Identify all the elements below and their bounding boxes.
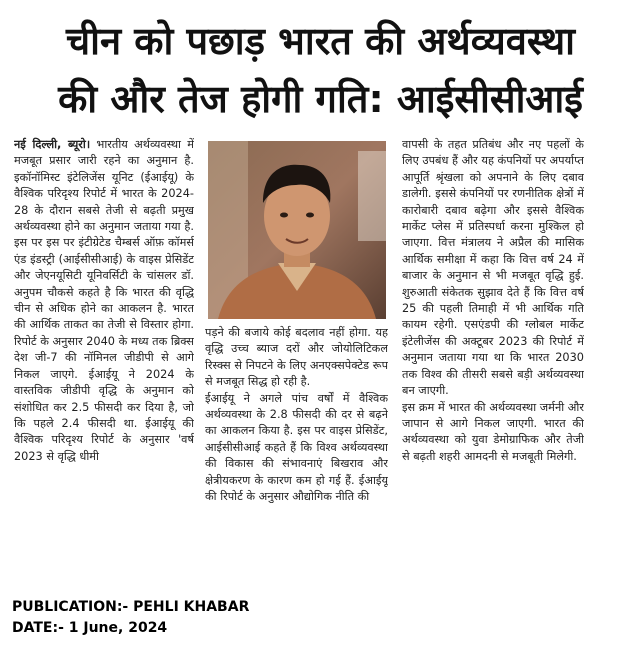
column-2-paragraph-1: पड़ने की बजाये कोई बदलाव नहीं होगा. यह वृद्धि उच्च ब्याज दरों और जोयोलिटिकल रिस्क्स से निपटने के लिए अनएक्सपेक्टेड रूप से मजबूत सिद्ध हो रही है. <box>205 326 388 389</box>
portrait-photo <box>208 141 386 319</box>
article-column-3 <box>402 137 584 585</box>
headline-line-1: चीन को पछाड़ भारत की अर्थव्यवस्था <box>65 19 576 63</box>
date-label: DATE:- 1 June, 2024 <box>12 620 168 636</box>
dateline: नई दिल्ली, ब्यूरो। <box>14 138 91 151</box>
portrait-image <box>208 141 386 319</box>
column-2-paragraph-2: ईआईयू ने अगले पांच वर्षों में वैश्विक अर्थव्यवस्था के 2.8 फीसदी की दर से बढ़ने का आकलन किया है. इस पर वाइस प्रेसिडेंट, आईसीसीआई कहते हैं कि विश्व अर्थव्यवस्था की विकास की संभावनाएं बिखराव और क्षेत्रीयकरण के कारण कम हो गई हैं. ईआईयू की रिपोर्ट के अनुसार औद्योगिक नीति की <box>205 391 388 504</box>
column-3-paragraph-2: इस क्रम में भारत की अर्थव्यवस्था जर्मनी और जापान से आगे निकल जाएगी. भारत की अर्थव्यवस्था को युवा डेमोग्राफिक और तेजी से बढ़ती शहरी आमदनी से मजबूती मिलेगी. <box>402 400 584 463</box>
headline-line-2: की और तेज होगी गति: आईसीसीआई <box>58 77 583 121</box>
article-column-1 <box>14 137 194 585</box>
column-1-text: भारतीय अर्थव्यवस्था में मजबूत प्रसार जारी रहने का अनुमान है. इकॉनॉमिस्ट इंटेलिजेंस यूनिट (ईआईयू) के वैश्विक परिदृश्य रिपोर्ट में भारत के 2024-28 के दौरान सबसे तेजी से बढ़ती प्रमुख अर्थव्यवस्था होने का अनुमान जताया गया है. इस पर इस पर इंटीग्रेटेड चैम्बर्स ऑफ़ कॉमर्स एंड इंडस्ट्री (आईसीसीआई) के वाइस प्रेसिडेंट और जेएनयूसिटी यूनिवर्सिटी के चांसलर डॉ. अनुपम चौकसे कहते है कि भारत की वृद्धि चीन से अधिक होने का आकलन है. भारत की आर्थिक ताकत का तेजी से विस्तार होगा. रिपोर्ट के अनुसार 2040 के मध्य तक ब्रिक्स देश जी-7 की नॉमिनल जीडीपी से आगे निकल जाएगे. ईआईयू ने 2024 के वास्तविक जीडीपी वृद्धि के अनुमान को संशोधित कर 2.5 फीसदी कर दिया है, जो कि पहले 2.4 फीसदी था. ईआईयू की वैश्विक परिदृश्य रिपोर्ट के अनुसार 'वर्ष 2023 से वृद्धि धीमी <box>14 138 194 463</box>
column-3-paragraph-1: वापसी के तहत प्रतिबंध और नए पहलों के लिए उपबंध हैं और यह कंपनियों पर अपर्याप्त आपूर्ति श्रृंखला को अपनाने के लिए दबाव डालेगी. इससे कंपनियों पर रणनीतिक क्षेत्रों में कारोबारी दबाव बढ़ेगा और इससे वैश्विक मार्केट प्लेस में प्रतिस्पर्धा करना मुश्किल हो जाएगा. वित्त मंत्रालय ने अप्रैल की मासिक आर्थिक समीक्षा में कहा कि वित्त वर्ष 24 में बाजार के अनुमान से भी मजबूत वृद्धि हुई. शुरुआती संकेतक सुझाव देते हैं कि वित्त वर्ष 25 की पहली तिमाही में भी आर्थिक गति कायम रहेगी. एसएंडपी की ग्लोबल मार्केट इंटेलीजेंस की अक्टूबर 2023 की रिपोर्ट में अनुमान जताया गया था कि भारत 2030 तक विश्व की तीसरी सबसे बड़ी अर्थव्यवस्था बन जाएगी. <box>402 138 584 398</box>
publication-label: PUBLICATION:- PEHLI KHABAR <box>12 599 250 615</box>
article-column-2 <box>205 325 388 585</box>
